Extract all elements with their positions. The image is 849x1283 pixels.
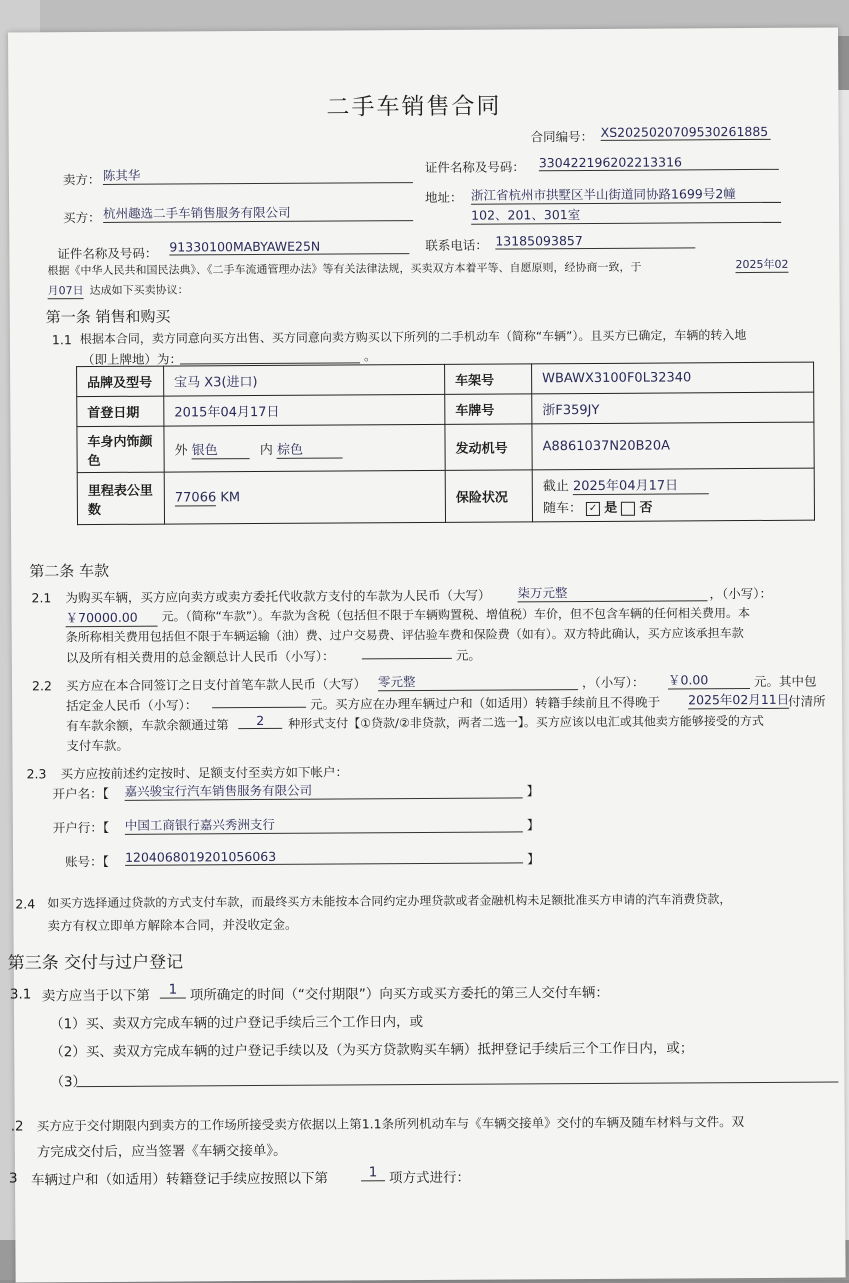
buyer-phone-label: 联系电话： (425, 237, 488, 253)
account-no-close: 】 (527, 851, 540, 867)
buyer-phone: 13185093857 (495, 232, 695, 249)
table-row (77, 392, 814, 427)
clause-2-1-number: 2.1 (31, 590, 52, 606)
inner-color: 棕色 (277, 438, 343, 458)
clause-3-2-number: .2 (10, 1118, 24, 1135)
seller-name: 陈其华 (103, 164, 413, 185)
yes-checkbox[interactable]: ✓ (586, 501, 600, 515)
preamble-date-part1: 2025年02 (735, 257, 789, 272)
clause-2-1-text-c: 条所称相关费用包括但不限于车辆运输（油）费、过户交易费、评估验车费和保险费（如有）。双方特此确认，买方应该承担车款 (65, 626, 744, 645)
seller-id-value: 330422196202213316 (539, 154, 779, 171)
vehicle-spec-table (76, 362, 815, 526)
color-label: 车身内饰颜色 (77, 426, 164, 473)
clause-3-3-text-a: 车辆过户和（如适用）转籍登记手续应按照以下第 (30, 1170, 329, 1189)
buyer-id-label: 证件名称及号码： (57, 245, 158, 262)
clause-2-1-text-e: 元。 (455, 647, 481, 663)
follow-label: 随车： (542, 501, 582, 517)
outer-prefix: 外 (174, 442, 188, 459)
clause-3-1-text-a: 卖方应当于以下第 (41, 987, 150, 1005)
account-name-label: 开户名：【 (52, 785, 109, 802)
table-row (77, 422, 814, 473)
clause-2-2-text-c: 括定金人民币（小写）： (66, 697, 198, 714)
bank-label: 开户行：【 (52, 819, 110, 836)
account-name: 嘉兴骏宝行汽车销售服务有限公司 (125, 779, 523, 800)
clause-3-2-text-b: 方完成交付后，应当签署《车辆交接单》。 (36, 1142, 287, 1161)
insurance-prefix: 截止 (542, 479, 569, 495)
balance-deadline: 2025年02月11日 (688, 691, 790, 708)
insurance-label: 保险状况 (445, 470, 532, 523)
clause-2-3-number: 2.3 (26, 766, 47, 782)
frame-label: 车架号 (445, 364, 532, 395)
clause-1-1-end: 。 (363, 348, 377, 364)
buyer-address-label: 地址： (424, 189, 463, 205)
clause-2-2-text-e: 付清所 (788, 693, 826, 709)
article2-heading: 第二条 车款 (29, 561, 110, 581)
brand-value: 宝马 X3(进口) (164, 364, 445, 396)
clause-2-2-text-f: 有车款余额，车款余额通过第 (66, 717, 229, 734)
color-value (164, 424, 445, 472)
destination-blank (180, 348, 360, 364)
preamble-text2: 达成如下买卖协议： (89, 283, 189, 298)
delivery-option-3: （3） (50, 1074, 87, 1091)
buyer-address-line2: 102、201、301室 (471, 204, 781, 225)
no-label: 否 (639, 500, 653, 516)
buyer-label: 买方： (63, 209, 101, 226)
clause-3-1-number: 3.1 (9, 986, 32, 1003)
clause-2-2-text-b: 元。其中包 (753, 673, 817, 689)
account-name-close: 】 (526, 783, 540, 799)
clause-2-2-small: ，（小写）： (581, 674, 645, 691)
clause-3-3-text-b: 项方式进行： (388, 1169, 471, 1187)
delivery-option-2: （2）买、卖双方完成车辆的过户登记手续以及（为买方贷款购买车辆）抵押登记手续后三个工作日内，或； (50, 1040, 694, 1061)
clause-2-2-text-d: 元。买方应在办理车辆过户和（如适用）转籍手续前且不得晚于 (310, 694, 661, 712)
contract-no-value: XS2025020709530261885 (601, 124, 771, 141)
insurance-cell (532, 468, 814, 522)
plate-value: 浙F359JY (532, 392, 814, 424)
clause-2-2-number: 2.2 (31, 678, 52, 694)
outer-color: 银色 (192, 439, 250, 459)
no-checkbox[interactable] (621, 501, 635, 515)
brand-label: 品牌及型号 (77, 366, 164, 397)
table-row (77, 468, 814, 525)
clause-2-4-text-a: 如买方选择通过贷款的方式支付车款，而最终买方未能按本合同约定办理贷款或者金融机构未足额批准买方申请的汽车消费贷款， (47, 892, 732, 911)
clause-2-1-text-d: 以及所有相关费用的总金额总计人民币（小写）： (65, 648, 335, 666)
bank-close: 】 (526, 817, 540, 833)
preamble-date-part2: 月07日 (47, 284, 84, 298)
inner-prefix: 内 (259, 442, 273, 458)
frame-value: WBAWX3100F0L32340 (532, 362, 814, 394)
account-no: 1204068019201056063 (125, 847, 523, 865)
reg-date-value: 2015年04月17日 (164, 394, 445, 426)
bank-name: 中国工商银行嘉兴秀洲支行 (125, 813, 523, 834)
clause-2-1-text-a: 为购买车辆，买方应向卖方或卖方委托代收款方支付的车款为人民币（大写） (65, 587, 491, 606)
mileage-unit: KM (220, 490, 241, 506)
clause-1-1-number: 1.1 (51, 332, 72, 348)
article1-heading: 第一条 销售和购买 (45, 307, 171, 327)
mileage-cell (164, 470, 445, 524)
reg-date-label: 首登日期 (77, 396, 164, 427)
plate-label: 车牌号 (445, 394, 532, 425)
mileage-value: 77066 (174, 490, 217, 506)
total-amount: ￥70000.00 (66, 608, 158, 628)
preamble-text: 根据《中华人民共和国民法典》、《二手车流通管理办法》等有关法律法规，买卖双方本着平等、自愿原则，经协商一致，于 (47, 260, 642, 278)
clause-2-4-text-b: 卖方有权立即单方解除本合同，并没收定金。 (47, 916, 298, 934)
clause-3-3-number: 3 (8, 1170, 18, 1187)
option-3-blank (76, 1065, 838, 1087)
clause-2-4-number: 2.4 (15, 896, 36, 912)
contract-title: 二手车销售合同 (326, 93, 502, 121)
transfer-option: 1 (361, 1164, 385, 1181)
buyer-id-value: 91330100MABYAWE25N (169, 238, 409, 255)
clause-1-1-text2: （即上牌地）为： (81, 351, 183, 368)
first-payment: ￥0.00 (668, 670, 750, 690)
engine-label: 发动机号 (445, 424, 532, 471)
clause-2-2-text-h: 支付车款。 (66, 737, 129, 754)
table-row (77, 362, 814, 397)
buyer-address-line1: 浙江省杭州市拱墅区半山街道同协路1699号2幢 (471, 184, 781, 205)
engine-value: A8861037N20B20A (532, 422, 814, 470)
clause-2-2-text-a: 买方应在本合同签订之日支付首笔车款人民币（大写） (65, 676, 367, 694)
total-fees-blank (362, 644, 452, 660)
contract-paper (8, 27, 846, 1282)
article3-heading: 第三条 交付与过户登记 (7, 952, 184, 974)
delivery-option: 1 (160, 981, 186, 998)
seller-id-label: 证件名称及号码： (424, 159, 525, 175)
delivery-option-1: （1）买、卖双方完成车辆的过户登记手续后三个工作日内，或 (50, 1014, 424, 1033)
clause-1-1-text: 根据本合同，卖方同意向买方出售、买方同意向卖方购买以下所列的二手机动车（简称“车辆”）。且买方已确定，车辆的转入地 (79, 328, 747, 347)
insurance-date: 2025年04月17日 (573, 474, 709, 495)
clause-2-2-text-g: 种形式支付【①贷款/②非贷款，两者二选一】。买方应该以电汇或其他卖方能够接受的方式 (288, 713, 764, 731)
total-amount-cn: 柒万元整 (517, 582, 707, 602)
clause-2-3-text: 买方应按前述约定按时、足额支付至卖方如下帐户： (60, 764, 349, 782)
payment-method: 2 (238, 713, 282, 729)
seller-label: 卖方： (62, 171, 101, 188)
mileage-label: 里程表公里数 (77, 472, 164, 525)
clause-3-1-text-b: 项所确定的时间（“交付期限”）向买方或买方委托的第三人交付车辆： (189, 984, 609, 1004)
clause-3-2-text-a: 买方应于交付期限内到卖方的工作场所接受卖方依据以上第1.1条所列机动车与《车辆交接单》交付的车辆及随车材料与文件。双 (36, 1114, 745, 1134)
buyer-name: 杭州趣选二手车销售服务有限公司 (103, 202, 413, 223)
deposit-blank (212, 693, 306, 709)
clause-2-1-text-b: 元。（简称“车款”）。车款为含税（包括但不限于车辆购置税、增值税）车价，但不包含车辆的任何相关费用。本 (161, 606, 751, 624)
yes-label: 是 (604, 500, 618, 516)
contract-no-label: 合同编号： (530, 128, 594, 145)
account-no-label: 账号：【 (65, 853, 109, 870)
first-payment-cn: 零元整 (378, 671, 578, 691)
clause-2-1-small: ，（小写）： (709, 585, 773, 602)
